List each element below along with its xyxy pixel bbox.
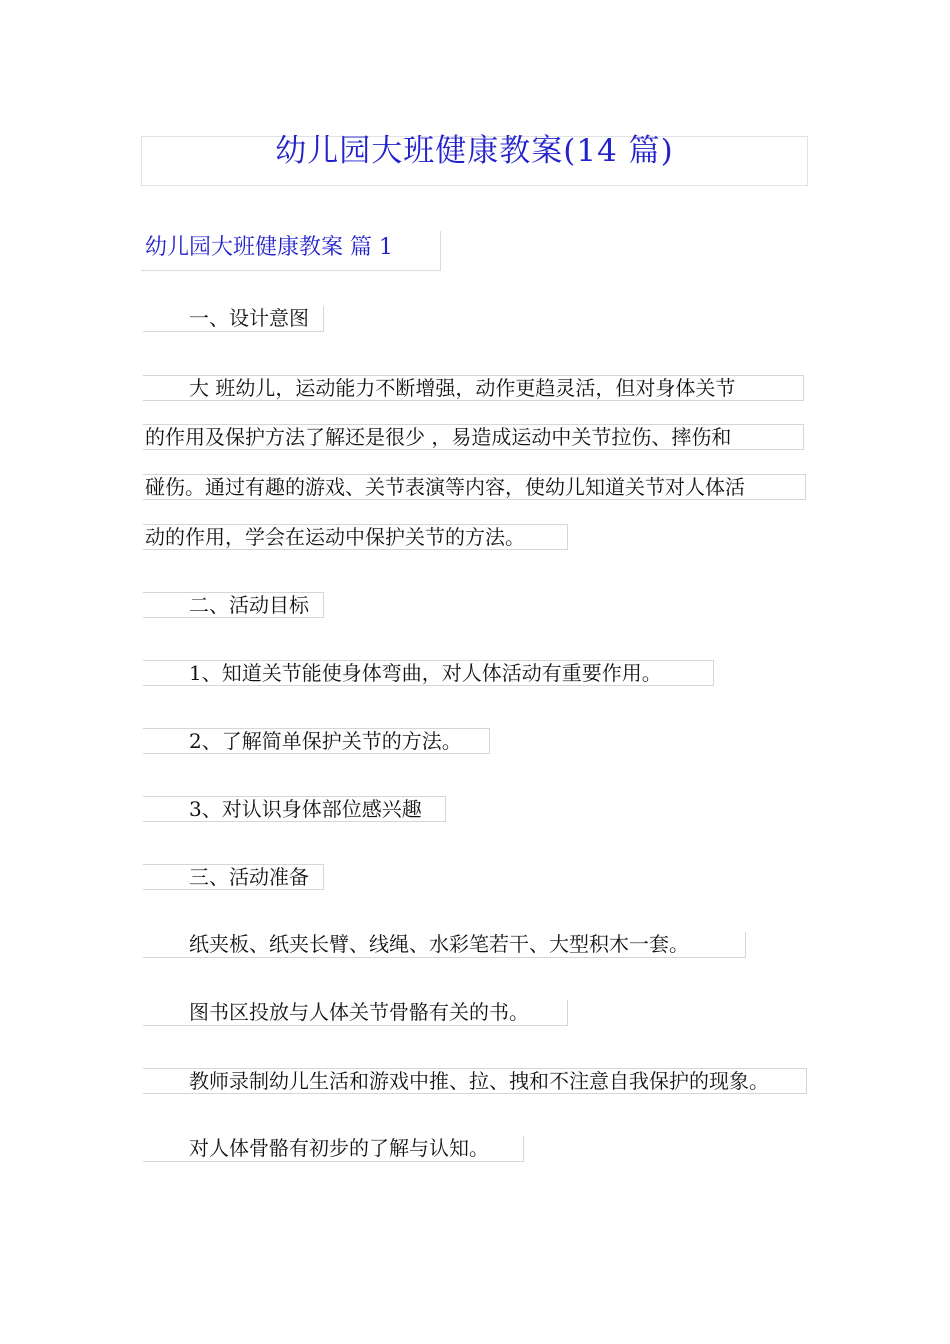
paragraph-text: 碰伤。通过有趣的游戏、关节表演等内容，使幼儿知道关节对人体活 xyxy=(145,475,745,499)
paragraph-text: 大 班幼儿，运动能力不断增强，动作更趋灵活，但对身体关节 xyxy=(189,376,736,400)
heading-text: 一、设计意图 xyxy=(189,306,309,330)
prep-item xyxy=(143,932,746,958)
prep-item xyxy=(143,1136,524,1162)
page-title: 幼儿园大班健康教案(14 篇) xyxy=(275,133,674,169)
prep-text: 纸夹板、纸夹长臂、线绳、水彩笔若干、大型积木一套。 xyxy=(189,932,689,956)
prep-text: 对人体骨骼有初步的了解与认知。 xyxy=(189,1136,489,1160)
paragraph-text: 动的作用，学会在运动中保护关节的方法。 xyxy=(145,525,525,549)
goal-item xyxy=(143,796,446,822)
goal-text: 1、知道关节能使身体弯曲，对人体活动有重要作用。 xyxy=(189,661,662,685)
heading-text: 三、活动准备 xyxy=(189,865,309,889)
prep-item xyxy=(143,1068,807,1094)
heading-activity-goals xyxy=(143,592,324,618)
paragraph-line xyxy=(143,524,568,550)
goal-text: 2、了解简单保护关节的方法。 xyxy=(189,729,462,753)
goal-item xyxy=(143,660,714,686)
goal-item xyxy=(143,728,490,754)
heading-activity-prep xyxy=(143,864,324,890)
subtitle-box xyxy=(141,231,441,271)
heading-design-intent xyxy=(143,306,324,332)
prep-text: 教师录制幼儿生活和游戏中推、拉、拽和不注意自我保护的现象。 xyxy=(189,1069,769,1093)
prep-text: 图书区投放与人体关节骨骼有关的书。 xyxy=(189,1000,529,1024)
paragraph-text: 的作用及保护方法了解还是很少 ，易造成运动中关节拉伤、摔伤和 xyxy=(145,425,732,449)
paragraph-line xyxy=(143,375,804,401)
paragraph-line xyxy=(143,474,806,500)
prep-item xyxy=(143,1000,568,1026)
title-box xyxy=(141,133,808,186)
goal-text: 3、对认识身体部位感兴趣 xyxy=(189,797,422,821)
section-subtitle: 幼儿园大班健康教案 篇 1 xyxy=(145,235,393,260)
paragraph-line xyxy=(143,424,804,450)
heading-text: 二、活动目标 xyxy=(189,593,309,617)
